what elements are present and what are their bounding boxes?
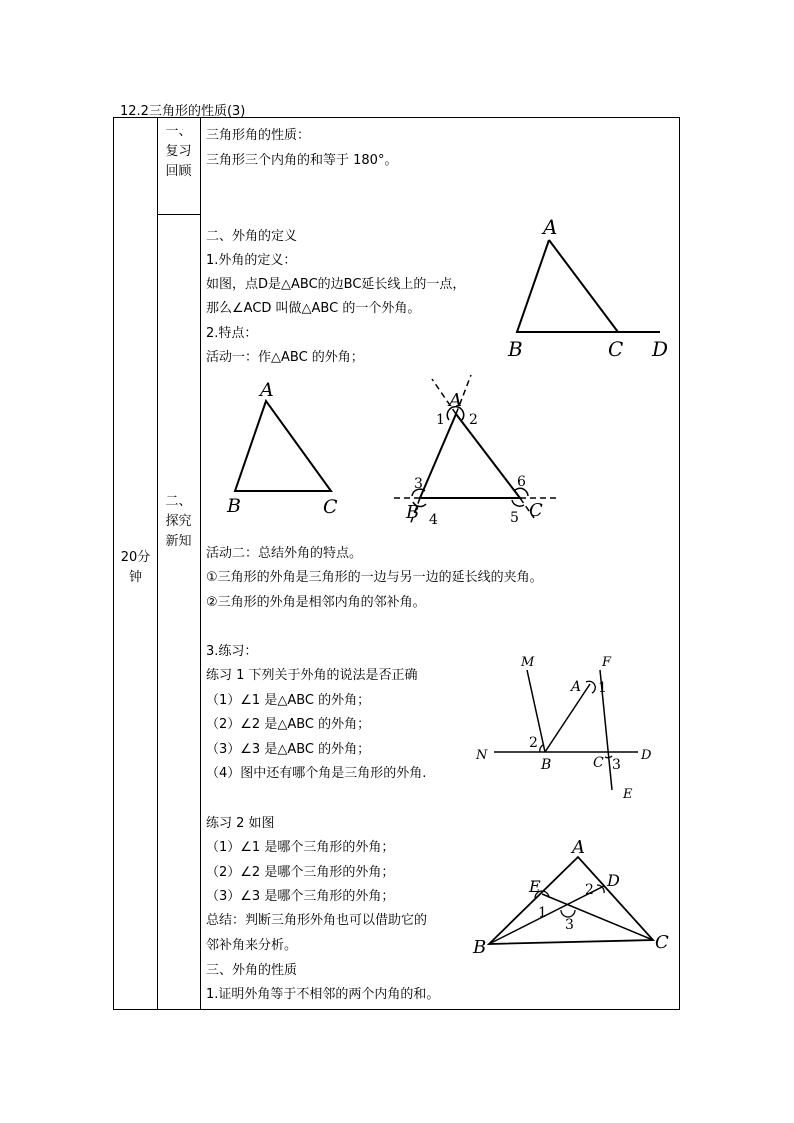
angle-number: 5 — [510, 510, 519, 526]
property-heading: 三、外角的性质 — [206, 963, 298, 978]
point-label: E — [623, 787, 633, 802]
vertex-label: B — [227, 495, 241, 517]
activity-two-point: ②三角形的外角是相邻内角的邻补角。 — [206, 595, 426, 610]
vertex-label: B — [406, 502, 420, 523]
vertex-label: C — [323, 496, 338, 518]
angle-number: 1 — [598, 680, 607, 696]
vertex-label: B — [473, 937, 487, 958]
vertex-label: A — [571, 679, 582, 695]
activity-one: 活动一：作△ABC 的外角； — [206, 350, 364, 365]
exercise-one-question: （4）图中还有哪个角是三角形的外角. — [206, 766, 427, 781]
property-item: 1.证明外角等于不相邻的两个内角的和。 — [206, 987, 440, 1002]
vertex-label: B — [541, 757, 552, 773]
vertex-label: C — [529, 500, 543, 521]
exercise-one-question: （3）∠3 是△ABC 的外角； — [206, 742, 371, 757]
feature-subheading: 2.特点： — [206, 326, 258, 341]
exercise-two-question: （2）∠2 是哪个三角形的外角； — [206, 865, 395, 880]
point-label: D — [607, 871, 620, 890]
angle-number: 6 — [517, 474, 526, 490]
definition-text: 如图，点D是△ABC的边BC延长线上的一点， — [206, 277, 466, 292]
page-title: 12.2三角形的性质(3) — [120, 104, 246, 119]
vertex-label: C — [593, 755, 604, 771]
angle-number: 2 — [585, 882, 594, 898]
summary-text: 邻补角来分析。 — [206, 938, 298, 953]
exercise-two-question: （3）∠3 是哪个三角形的外角； — [206, 889, 395, 904]
angle-number: 3 — [565, 917, 574, 933]
section-number: 一、 — [165, 124, 192, 139]
vertex-label: C — [608, 337, 624, 361]
angle-number: 2 — [469, 412, 478, 428]
summary-text: 总结：判断三角形外角也可以借助它的 — [206, 913, 428, 928]
point-label: D — [641, 748, 652, 763]
time-unit: 钟 — [128, 570, 142, 585]
section-word: 探究 — [165, 514, 192, 529]
point-label: F — [602, 655, 612, 670]
review-text: 三角形三个内角的和等于 180°。 — [206, 153, 398, 168]
angle-arc — [561, 910, 575, 917]
time-value: 20分 — [120, 550, 151, 565]
point-label: N — [476, 748, 488, 763]
definition-text: 那么∠ACD 叫做△ABC 的一个外角。 — [206, 301, 421, 316]
point-label: E — [529, 877, 541, 896]
angle-number: 2 — [529, 735, 538, 751]
angle-number: 3 — [414, 476, 423, 492]
definition-heading: 二、外角的定义 — [206, 229, 298, 244]
vertex-label: A — [543, 215, 558, 239]
review-heading: 三角形角的性质： — [206, 128, 311, 143]
exercise-one-question: （1）∠1 是△ABC 的外角； — [206, 693, 371, 708]
vertex-label: B — [508, 337, 523, 361]
vertex-label: C — [655, 932, 669, 953]
segment-ce — [542, 894, 653, 940]
angle-number: 3 — [612, 757, 621, 773]
section-word: 复习 — [165, 144, 192, 159]
vertex-label: A — [572, 837, 585, 858]
exercise-one-title: 练习 1 下列关于外角的说法是否正确 — [206, 668, 418, 683]
angle-number: 1 — [538, 905, 547, 921]
exercise-one-question: （2）∠2 是△ABC 的外角； — [206, 717, 371, 732]
activity-two-heading: 活动二：总结外角的特点。 — [206, 546, 363, 561]
section-number: 二、 — [165, 494, 192, 509]
section-word: 回顾 — [165, 164, 192, 179]
vertex-label: A — [260, 379, 274, 401]
definition-subheading: 1.外角的定义： — [206, 253, 297, 268]
exercise-two-title: 练习 2 如图 — [206, 816, 275, 831]
point-label: M — [521, 655, 535, 670]
vertex-label: A — [449, 390, 462, 411]
angle-number: 4 — [429, 512, 438, 528]
section-word: 新知 — [165, 534, 192, 549]
exercise-two-question: （1）∠1 是哪个三角形的外角； — [206, 840, 395, 855]
practice-heading: 3.练习： — [206, 644, 258, 659]
angle-number: 1 — [436, 412, 445, 428]
activity-two-point: ①三角形的外角是三角形的一边与另一边的延长线的夹角。 — [206, 570, 543, 585]
point-label: D — [652, 337, 669, 361]
